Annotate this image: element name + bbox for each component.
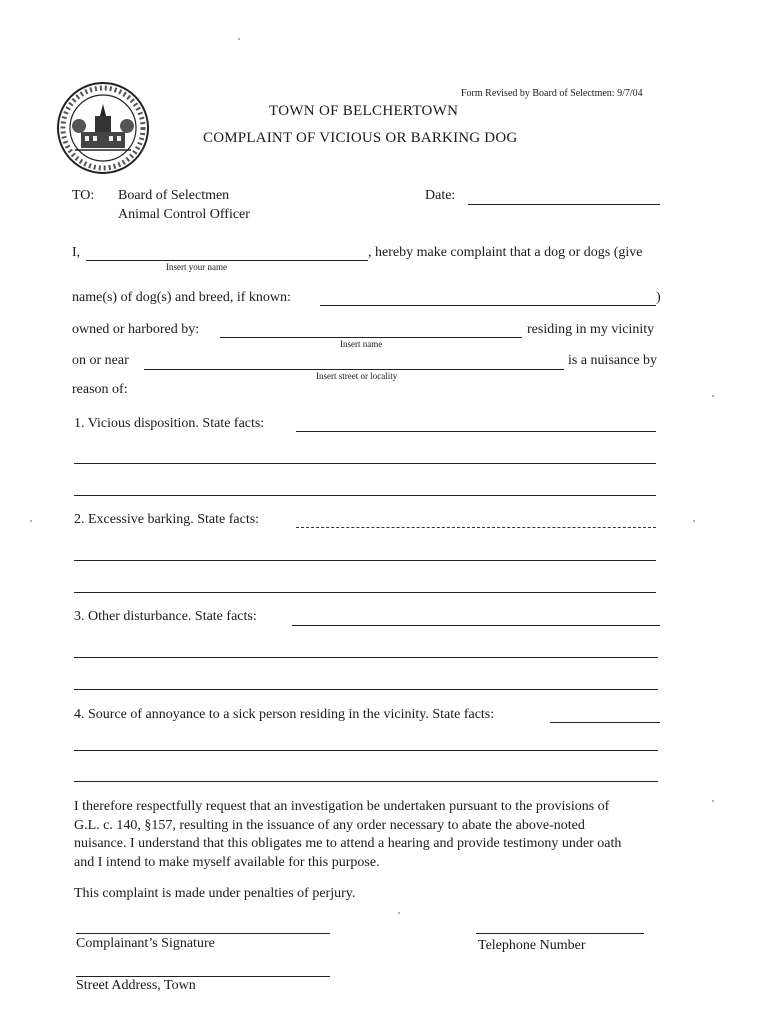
request-line-4: and I intend to make myself available for this purpose. xyxy=(74,855,380,870)
item-disturbance-field-1[interactable] xyxy=(292,625,660,626)
scan-speck xyxy=(398,912,400,914)
town-title: TOWN OF BELCHERTOWN xyxy=(269,103,459,119)
dog-names-label: name(s) of dog(s) and breed, if known: xyxy=(72,290,291,305)
scan-speck xyxy=(712,395,714,397)
address-label: Street Address, Town xyxy=(76,978,196,993)
owner-name-field[interactable] xyxy=(220,337,522,338)
telephone-label: Telephone Number xyxy=(478,938,586,953)
item-vicious-field-1[interactable] xyxy=(296,431,656,432)
telephone-field[interactable] xyxy=(476,933,644,934)
scan-speck xyxy=(712,800,714,802)
item-barking-field-3[interactable] xyxy=(74,592,656,593)
seal-icon xyxy=(55,80,151,176)
scan-speck xyxy=(238,38,240,40)
to-label: TO: xyxy=(72,188,95,203)
address-field[interactable] xyxy=(76,976,330,977)
item-barking-field-1[interactable] xyxy=(296,527,656,528)
request-line-2: G.L. c. 140, §157, resulting in the issuance of any order necessary to abate the above-noted xyxy=(74,818,585,833)
i-label: I, xyxy=(72,245,81,260)
insert-your-name-hint: Insert your name xyxy=(166,262,227,272)
residing-vicinity-text: residing in my vicinity xyxy=(527,322,655,337)
item-vicious-field-3[interactable] xyxy=(74,495,656,496)
street-field[interactable] xyxy=(144,369,564,370)
dog-names-field[interactable] xyxy=(320,305,656,306)
request-line-1: I therefore respectfully request that an investigation be undertaken pursuant to the provisions of xyxy=(74,799,610,814)
town-seal xyxy=(55,80,151,176)
signature-label: Complainant’s Signature xyxy=(76,936,215,951)
reason-of-label: reason of: xyxy=(72,382,128,397)
item-barking-label: 2. Excessive barking. State facts: xyxy=(74,512,260,527)
scan-speck xyxy=(693,520,695,522)
dog-names-close: ) xyxy=(656,290,661,305)
complainant-name-field[interactable] xyxy=(86,260,368,261)
item-sick-person-label: 4. Source of annoyance to a sick person residing in the vicinity. State facts: xyxy=(74,707,495,722)
date-field[interactable] xyxy=(468,204,660,205)
item-disturbance-field-3[interactable] xyxy=(74,689,658,690)
item-vicious-label: 1. Vicious disposition. State facts: xyxy=(74,416,265,431)
item-disturbance-field-2[interactable] xyxy=(74,657,658,658)
item-disturbance-label: 3. Other disturbance. State facts: xyxy=(74,609,257,624)
insert-street-hint: Insert street or locality xyxy=(316,371,398,381)
item-sick-person-field-3[interactable] xyxy=(74,781,658,782)
on-or-near-label: on or near xyxy=(72,353,129,368)
item-vicious-field-2[interactable] xyxy=(74,463,656,464)
perjury-statement: This complaint is made under penalties of perjury. xyxy=(74,886,356,901)
complaint-statement: , hereby make complaint that a dog or dogs (give xyxy=(368,245,643,260)
item-sick-person-field-1[interactable] xyxy=(550,722,660,723)
insert-name-hint: Insert name xyxy=(340,339,383,349)
request-line-3: nuisance. I understand that this obligates me to attend a hearing and provide testimony under oath xyxy=(74,836,622,851)
form-revised-note: Form Revised by Board of Selectmen: 9/7/04 xyxy=(461,88,643,99)
item-barking-field-2[interactable] xyxy=(74,560,656,561)
signature-field[interactable] xyxy=(76,933,330,934)
nuisance-text: is a nuisance by xyxy=(568,353,658,368)
item-sick-person-field-2[interactable] xyxy=(74,750,658,751)
to-recipient-2: Animal Control Officer xyxy=(118,207,250,222)
scan-speck xyxy=(30,520,32,522)
owned-by-label: owned or harbored by: xyxy=(72,322,200,337)
to-recipient-1: Board of Selectmen xyxy=(118,188,230,203)
form-title: COMPLAINT OF VICIOUS OR BARKING DOG xyxy=(203,130,518,146)
date-label: Date: xyxy=(425,188,456,203)
